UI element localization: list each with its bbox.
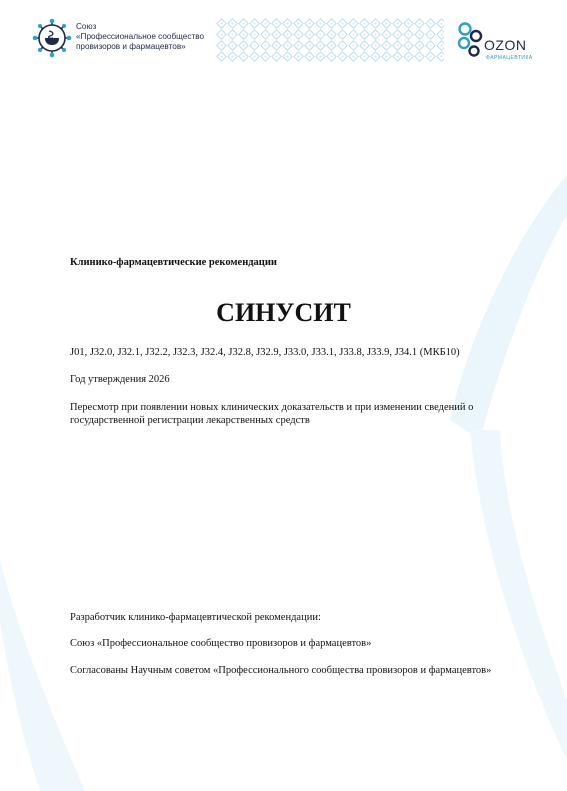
union-logo-line3: провизоров и фармацевтов» (76, 42, 186, 51)
revision-note: Пересмотр при появлении новых клинических доказательств и при изменении сведений о государственной регистрации лекарственных средств (70, 402, 474, 426)
ozon-brand: OZON (484, 37, 527, 53)
approval-year: Год утверждения 2026 (70, 374, 170, 385)
union-logo-line1: Союз (76, 22, 97, 31)
header-ornament (216, 18, 444, 62)
page-header (0, 0, 567, 80)
molecule-bowl-icon (32, 18, 72, 58)
ozon-drops-icon (456, 20, 486, 60)
document-title: СИНУСИТ (216, 298, 351, 327)
approval-note: Согласованы Научным советом «Профессионального сообщества провизоров и фармацевтов» (70, 665, 492, 676)
union-logo (32, 18, 222, 64)
developer-name: Союз «Профессиональное сообщество провизоров и фармацевтов» (70, 638, 372, 649)
ozon-brand-sub: ФАРМАЦЕВТИКА (486, 55, 533, 61)
union-logo-line2: «Профессиональное сообщество (76, 32, 205, 41)
icd-codes: J01, J32.0, J32.1, J32.2, J32.3, J32.4, J32.8, J32.9, J33.0, J33.1, J33.8, J33.9, J34.1 (МКБ10) (70, 347, 460, 358)
document-type: Клинико-фармацевтические рекомендации (70, 257, 277, 268)
ozon-logo (456, 20, 538, 66)
developer-label: Разработчик клинико-фармацевтической рекомендации: (70, 612, 321, 623)
